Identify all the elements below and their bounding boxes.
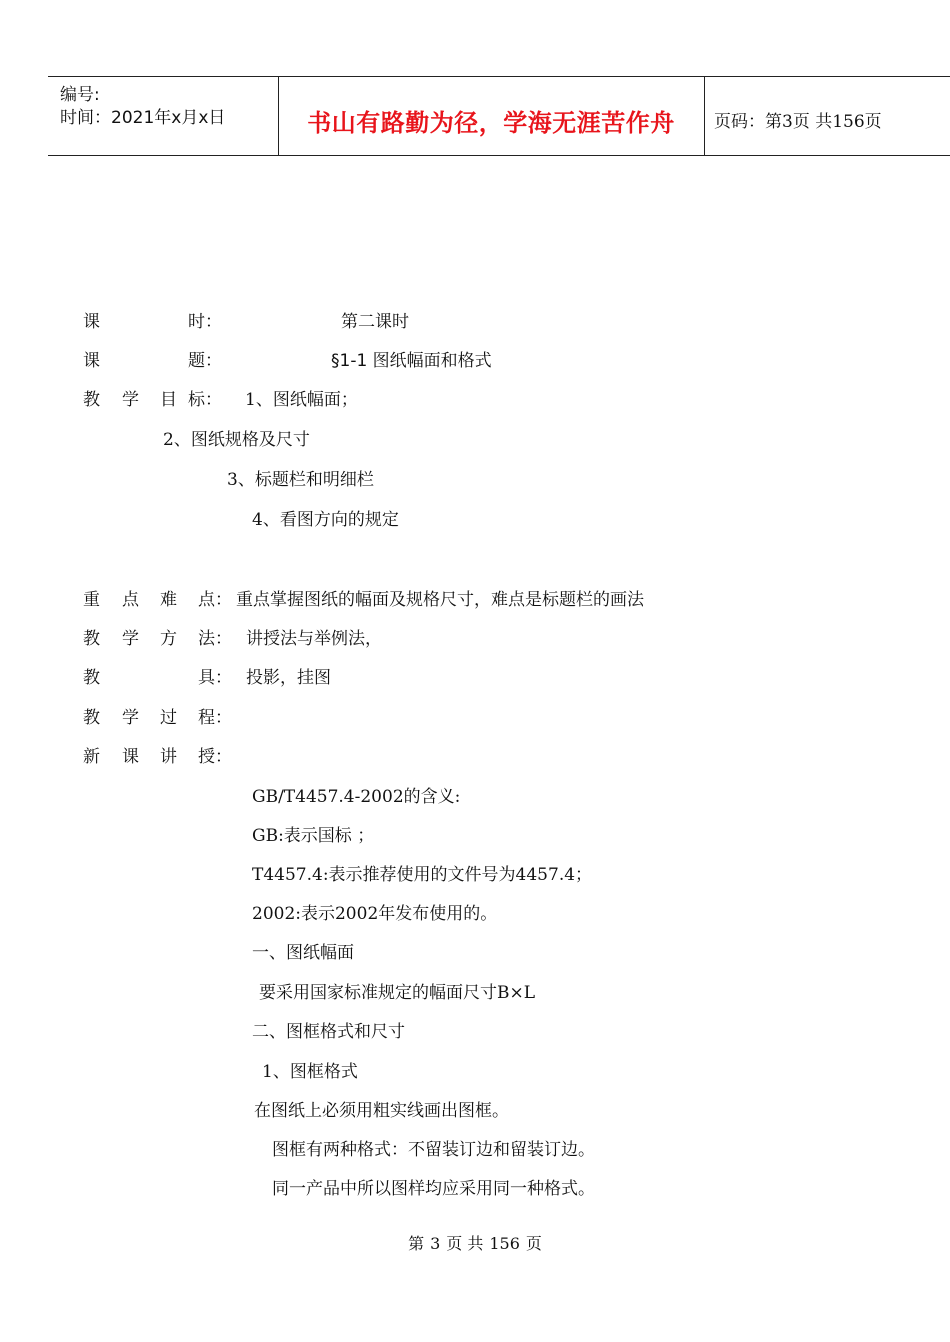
content-line: 在图纸上必须用粗实线画出图框。 bbox=[254, 1101, 509, 1121]
keypoints-label-char-1: 重 bbox=[83, 590, 100, 610]
content-line: T4457.4:表示推荐使用的文件号为4457.4； bbox=[252, 865, 593, 885]
goal-item-3: 3、标题栏和明细栏 bbox=[227, 470, 374, 490]
keypoints-label-char-3: 难 bbox=[160, 590, 177, 610]
topic-label-char-1: 课 bbox=[83, 351, 100, 371]
method-label-char-2: 学 bbox=[122, 629, 139, 649]
footer-mid: 页 共 bbox=[446, 1234, 484, 1253]
tools-label-char-1: 教 bbox=[83, 668, 100, 688]
goal-item-4: 4、看图方向的规定 bbox=[252, 510, 399, 530]
content-line: 一、图纸幅面 bbox=[252, 943, 354, 963]
tools-label-char-2: 具： bbox=[198, 668, 232, 688]
keypoints-value: 重点掌握图纸的幅面及规格尺寸，难点是标题栏的画法 bbox=[236, 590, 644, 610]
goal-item-1: 1、图纸幅面； bbox=[245, 390, 358, 410]
document-number-label: 编号: bbox=[60, 85, 100, 105]
newlesson-label-char-3: 讲 bbox=[160, 747, 177, 767]
newlesson-label-char-2: 课 bbox=[122, 747, 139, 767]
header-left-cell bbox=[48, 77, 279, 155]
content-line: 同一产品中所以图样均应采用同一种格式。 bbox=[272, 1179, 595, 1199]
method-label-char-4: 法： bbox=[198, 629, 232, 649]
page-header bbox=[48, 76, 950, 156]
footer-suffix: 页 bbox=[525, 1234, 542, 1253]
period-value: 第二课时 bbox=[341, 312, 409, 332]
topic-value: §1-1 图纸幅面和格式 bbox=[331, 351, 492, 371]
header-right-cell bbox=[704, 77, 950, 155]
goal-item-2: 2、图纸规格及尺寸 bbox=[163, 430, 310, 450]
document-time-label: 时间：2021年x月x日 bbox=[60, 108, 226, 128]
newlesson-label-char-1: 新 bbox=[83, 747, 100, 767]
footer-page-number: 3 bbox=[430, 1234, 441, 1253]
page-footer bbox=[0, 1231, 950, 1254]
process-label-char-4: 程： bbox=[198, 708, 232, 728]
goals-label-char-2: 学 bbox=[122, 390, 139, 410]
goals-label-char-1: 教 bbox=[83, 390, 100, 410]
content-line: GB:表示国标 ； bbox=[252, 826, 375, 846]
header-page-info: 页码：第3页 共156页 bbox=[714, 112, 882, 132]
content-line: 2002:表示2002年发布使用的。 bbox=[252, 904, 498, 924]
content-line: GB/T4457.4-2002的含义: bbox=[252, 787, 461, 807]
goals-label-char-4: 标： bbox=[188, 390, 222, 410]
topic-label-char-2: 题： bbox=[188, 351, 222, 371]
content-line: 图框有两种格式：不留装订边和留装订边。 bbox=[272, 1140, 595, 1160]
method-value: 讲授法与举例法， bbox=[246, 629, 382, 649]
footer-total-pages: 156 bbox=[489, 1234, 520, 1253]
footer-prefix: 第 bbox=[408, 1234, 425, 1253]
process-label-char-1: 教 bbox=[83, 708, 100, 728]
keypoints-label-char-2: 点 bbox=[122, 590, 139, 610]
content-line: 1、图框格式 bbox=[262, 1062, 358, 1082]
header-middle-cell bbox=[278, 77, 705, 155]
method-label-char-1: 教 bbox=[83, 629, 100, 649]
method-label-char-3: 方 bbox=[160, 629, 177, 649]
content-line: 要采用国家标准规定的幅面尺寸B×L bbox=[259, 983, 536, 1003]
period-label-char-1: 课 bbox=[83, 312, 100, 332]
goals-label-char-3: 目 bbox=[160, 390, 177, 410]
tools-value: 投影，挂图 bbox=[246, 668, 331, 688]
content-line: 二、图框格式和尺寸 bbox=[252, 1022, 405, 1042]
newlesson-label-char-4: 授： bbox=[198, 747, 232, 767]
process-label-char-2: 学 bbox=[122, 708, 139, 728]
process-label-char-3: 过 bbox=[160, 708, 177, 728]
period-label-char-2: 时： bbox=[188, 312, 222, 332]
header-motto: 书山有路勤为径，学海无涯苦作舟 bbox=[307, 108, 675, 137]
keypoints-label-char-4: 点： bbox=[198, 590, 232, 610]
